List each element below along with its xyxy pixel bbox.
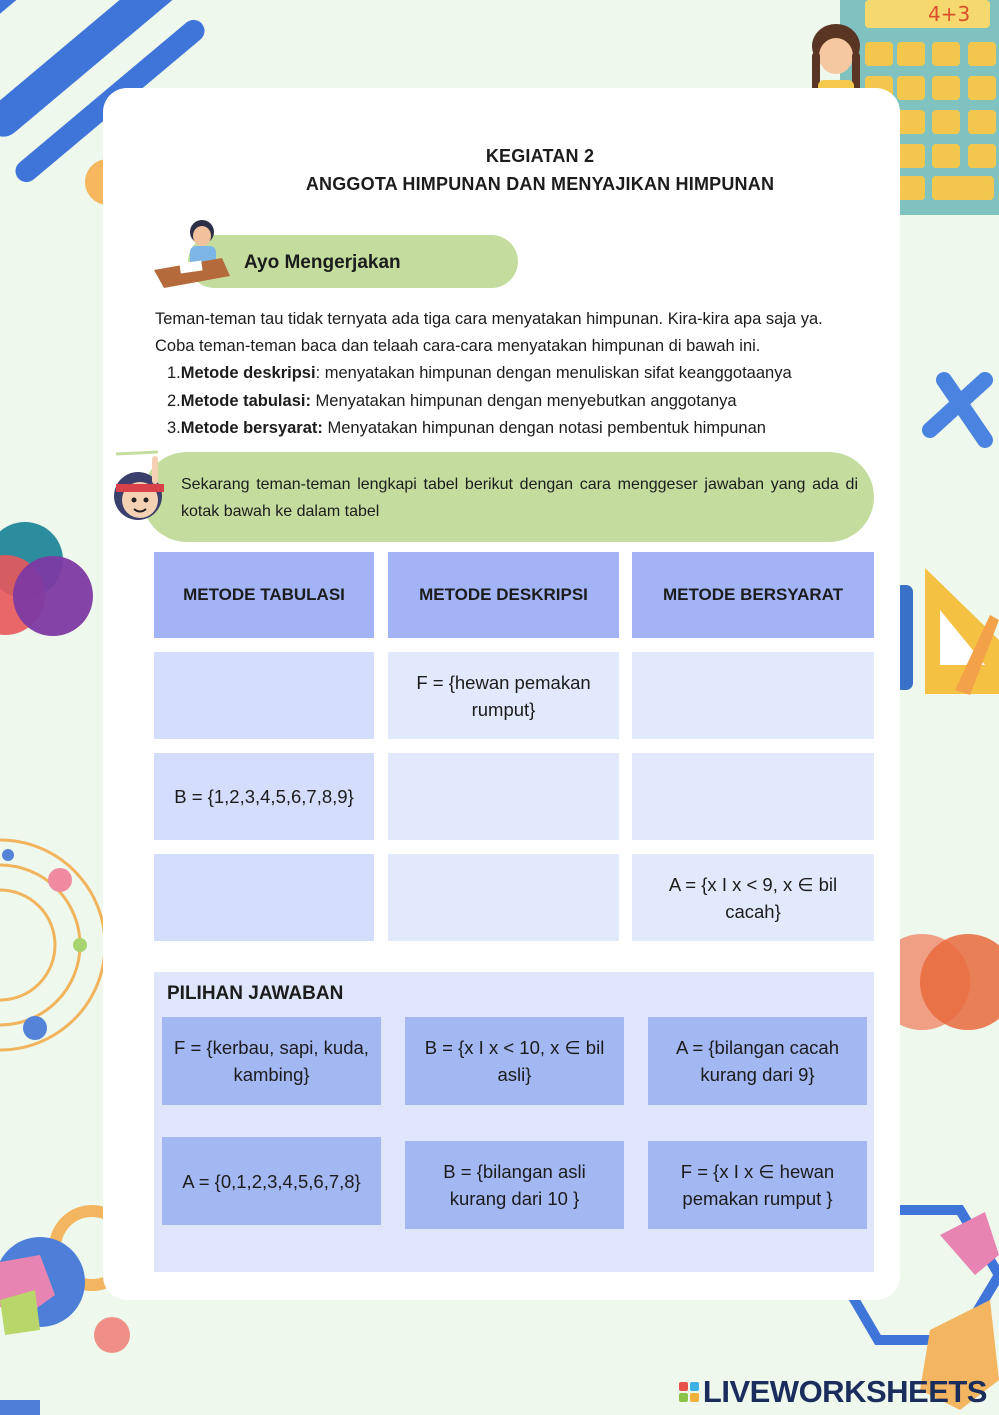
method-term: Metode bersyarat: bbox=[180, 419, 323, 437]
activity-subtitle: ANGGOTA HIMPUNAN DAN MENYAJIKAN HIMPUNAN bbox=[305, 174, 775, 194]
drop-cell-r3-tabulasi[interactable] bbox=[154, 854, 374, 941]
cell-r2-tabulasi: B = {1,2,3,4,5,6,7,8,9} bbox=[154, 753, 374, 840]
answer-card[interactable]: B = {bilangan asli kurang dari 10 } bbox=[405, 1141, 624, 1229]
cell-r3-bersyarat: A = {x I x < 9, x ∈ bil cacah} bbox=[632, 854, 874, 941]
answer-card[interactable]: F = {x I x ∈ hewan pemakan rumput } bbox=[648, 1141, 867, 1229]
answer-card[interactable]: A = {bilangan cacah kurang dari 9} bbox=[648, 1017, 867, 1105]
calculator-display: 4+3 bbox=[928, 2, 971, 26]
drop-cell-r1-tabulasi[interactable] bbox=[154, 652, 374, 739]
answer-card[interactable]: F = {kerbau, sapi, kuda, kambing} bbox=[162, 1017, 381, 1105]
drop-cell-r1-bersyarat[interactable] bbox=[632, 652, 874, 739]
liveworksheets-logo-icon bbox=[679, 1382, 699, 1402]
ayo-label: Ayo Mengerjakan bbox=[244, 252, 401, 273]
header-bersyarat: METODE BERSYARAT bbox=[632, 552, 874, 638]
method-term: Metode deskripsi bbox=[180, 364, 316, 382]
method-item-deskripsi bbox=[167, 360, 792, 388]
drop-cell-r3-deskripsi[interactable] bbox=[388, 854, 619, 941]
brand-name: LIVEWORKSHEETS bbox=[702, 1374, 987, 1409]
header-deskripsi: METODE DESKRIPSI bbox=[388, 552, 619, 638]
student-writing-icon bbox=[152, 218, 232, 290]
answer-card[interactable]: A = {0,1,2,3,4,5,6,7,8} bbox=[162, 1137, 381, 1225]
boy-pointing-icon bbox=[108, 446, 173, 531]
method-item-tabulasi bbox=[167, 388, 792, 416]
multiply-sign-icon bbox=[930, 380, 985, 440]
drop-cell-r2-bersyarat[interactable] bbox=[632, 753, 874, 840]
method-desc: Menyatakan himpunan dengan menyebutkan anggotanya bbox=[310, 391, 737, 410]
answer-card[interactable]: B = {x I x < 10, x ∈ bil asli} bbox=[405, 1017, 624, 1105]
header-tabulasi: METODE TABULASI bbox=[154, 552, 374, 638]
instruction-text: Sekarang teman-teman lengkapi tabel berikut dengan cara menggeser jawaban yang ada di kotak bawah ke dalam tabel bbox=[181, 476, 858, 520]
cell-r1-deskripsi: F = {hewan pemakan rumput} bbox=[388, 652, 619, 739]
liveworksheets-brand[interactable] bbox=[679, 1374, 987, 1410]
method-desc: : menyatakan himpunan dengan menuliskan sifat keanggotaanya bbox=[315, 364, 792, 382]
method-desc: Menyatakan himpunan dengan notasi pembentuk himpunan bbox=[322, 419, 766, 437]
drop-cell-r2-deskripsi[interactable] bbox=[388, 753, 619, 840]
method-number: 1. bbox=[167, 364, 181, 382]
method-item-bersyarat bbox=[167, 415, 792, 443]
method-number: 2. bbox=[167, 391, 181, 410]
method-number: 3. bbox=[167, 419, 181, 437]
method-term: Metode tabulasi: bbox=[180, 391, 311, 410]
intro-paragraph: Teman-teman tau tidak ternyata ada tiga cara menyatakan himpunan. Kira-kira apa saja ya. Coba teman-teman baca dan telaah cara-cara menyatakan himpunan di bawah ini. bbox=[155, 310, 823, 355]
method-list bbox=[167, 360, 792, 443]
answer-choices-title: PILIHAN JAWABAN bbox=[167, 983, 344, 1004]
activity-title: KEGIATAN 2 bbox=[485, 146, 595, 166]
